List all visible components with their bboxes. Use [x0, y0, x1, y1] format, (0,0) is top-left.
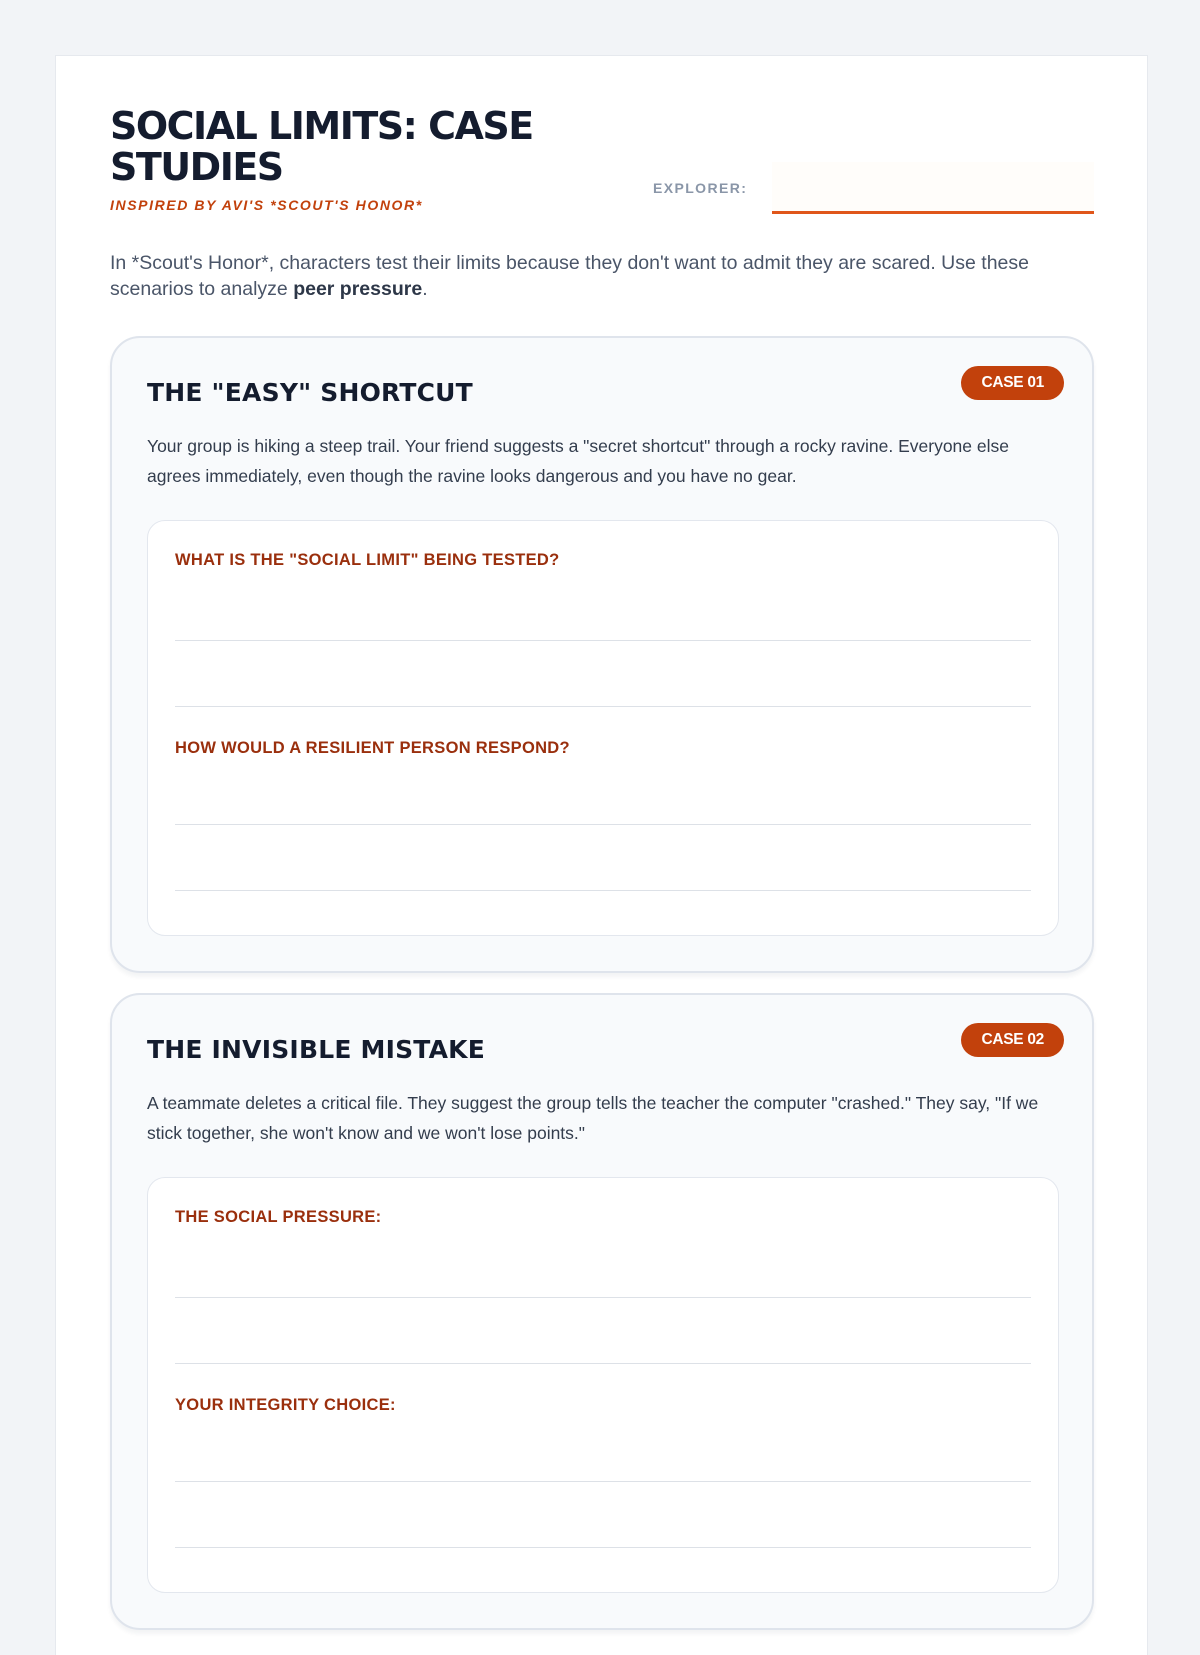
case-scenario: Your group is hiking a steep trail. Your friend suggests a "secret shortcut" through a rocky ravine. Everyone else agrees immediately, even though the ravine looks dangerous and you have no gear. — [147, 436, 1009, 486]
answer-line[interactable] — [175, 1322, 1031, 1364]
case-title: THE "EASY" SHORTCUT — [147, 378, 473, 407]
intro-text-start: In *Scout's Honor*, characters test their limits because they don't want to admit they are scared. Use these scenarios to analyze — [110, 252, 1029, 300]
answer-line[interactable] — [175, 665, 1031, 707]
explorer-label: EXPLORER: — [653, 180, 748, 196]
answer-box — [147, 520, 1059, 936]
answer-line[interactable] — [175, 1506, 1031, 1548]
case-title: THE INVISIBLE MISTAKE — [147, 1035, 486, 1064]
answer-line[interactable] — [175, 1256, 1031, 1298]
answer-line[interactable] — [175, 599, 1031, 641]
answer-line[interactable] — [175, 849, 1031, 891]
case-card-01 — [110, 336, 1094, 973]
answer-box — [147, 1177, 1059, 1593]
answer-line[interactable] — [175, 783, 1031, 825]
intro-text-end: . — [422, 278, 428, 300]
case-badge: CASE 02 — [961, 1023, 1064, 1057]
question-label: THE SOCIAL PRESSURE: — [175, 1208, 382, 1226]
worksheet-page — [55, 55, 1148, 1655]
intro-paragraph — [110, 250, 1094, 302]
answer-line[interactable] — [175, 1440, 1031, 1482]
intro-emphasis: peer pressure — [293, 278, 423, 300]
question-label: WHAT IS THE "SOCIAL LIMIT" BEING TESTED? — [175, 551, 560, 569]
page-title: SOCIAL LIMITS: CASE STUDIES — [110, 104, 533, 189]
case-badge: CASE 01 — [961, 366, 1064, 400]
page-subtitle: INSPIRED BY AVI'S *SCOUT'S HONOR* — [110, 197, 423, 213]
worksheet-header — [110, 106, 1094, 216]
question-label: HOW WOULD A RESILIENT PERSON RESPOND? — [175, 739, 570, 757]
case-card-02 — [110, 993, 1094, 1630]
question-label: YOUR INTEGRITY CHOICE: — [175, 1396, 396, 1414]
explorer-name-input[interactable] — [772, 162, 1094, 214]
explorer-name-field-group — [653, 162, 1094, 216]
case-scenario: A teammate deletes a critical file. They suggest the group tells the teacher the computer "crashed." They say, "If we stick together, she won't know and we won't lose points." — [147, 1093, 1039, 1143]
